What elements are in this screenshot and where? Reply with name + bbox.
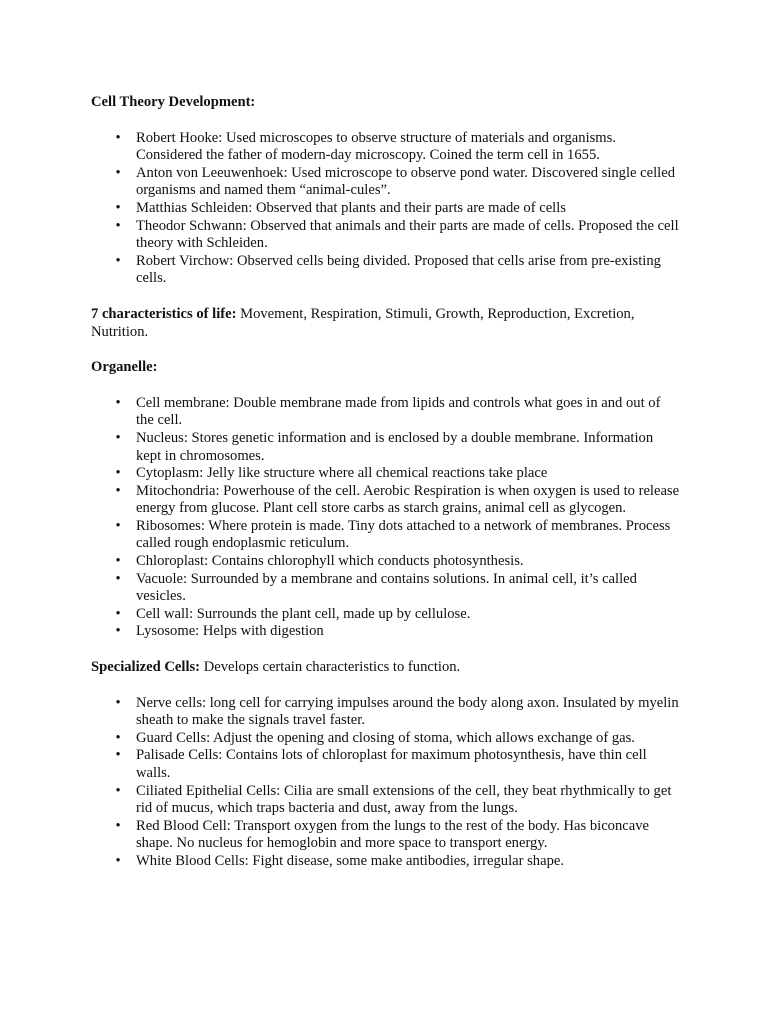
cell-theory-list bbox=[91, 130, 681, 288]
bullet-icon: • bbox=[115, 394, 121, 411]
bullet-icon: • bbox=[115, 729, 121, 746]
list-item: • Guard Cells: Adjust the opening and closing of stoma, which allows exchange of gas. bbox=[115, 729, 635, 746]
list-item: • Cell wall: Surrounds the plant cell, made up by cellulose. bbox=[115, 605, 471, 622]
list-item: • Nerve cells: long cell for carrying impulses around the body along axon. Insulated by myelin sheath to make the signals travel faster. bbox=[115, 694, 679, 729]
specialized-cells-list bbox=[91, 695, 681, 871]
list-item: • White Blood Cells: Fight disease, some make antibodies, irregular shape. bbox=[115, 852, 564, 869]
bullet-icon: • bbox=[115, 252, 121, 269]
bullet-icon: • bbox=[115, 164, 121, 181]
characteristics-paragraph bbox=[91, 306, 681, 341]
document-page bbox=[91, 94, 681, 871]
bullet-icon: • bbox=[115, 605, 121, 622]
list-item: • Ribosomes: Where protein is made. Tiny dots attached to a network of membranes. Process called rough endoplasmic reticulum. bbox=[115, 517, 671, 552]
organelle-list bbox=[91, 395, 681, 641]
bullet-icon: • bbox=[115, 517, 121, 534]
bullet-icon: • bbox=[115, 852, 121, 869]
bullet-icon: • bbox=[115, 694, 121, 711]
list-item: • Mitochondria: Powerhouse of the cell. Aerobic Respiration is when oxygen is used to release energy from glucose. Plant cell store carbs as starch grains, animal cell as glycogen. bbox=[115, 482, 680, 517]
bullet-icon: • bbox=[115, 217, 121, 234]
list-item: • Theodor Schwann: Observed that animals and their parts are made of cells. Proposed the cell theory with Schleiden. bbox=[115, 217, 679, 252]
list-item: • Ciliated Epithelial Cells: Cilia are small extensions of the cell, they beat rhythmically to get rid of mucus, which traps bacteria and dust, away from the lungs. bbox=[115, 782, 672, 817]
specialized-cells-paragraph bbox=[91, 659, 681, 677]
characteristics-label: 7 characteristics of life: bbox=[91, 305, 237, 322]
bullet-icon: • bbox=[115, 747, 121, 764]
list-item: • Red Blood Cell: Transport oxygen from the lungs to the rest of the body. Has biconcave shape. No nucleus for hemoglobin and more space to transport energy. bbox=[115, 817, 650, 852]
list-item: • Anton von Leeuwenhoek: Used microscope to observe pond water. Discovered single celled organisms and named them “animal-cules”. bbox=[115, 164, 675, 199]
bullet-icon: • bbox=[115, 782, 121, 799]
characteristics-text: Movement, Respiration, Stimuli, Growth, Reproduction, Excretion, Nutrition. bbox=[91, 305, 635, 340]
bullet-icon: • bbox=[115, 570, 121, 587]
list-item: • Vacuole: Surrounded by a membrane and contains solutions. In animal cell, it’s called vesicles. bbox=[115, 570, 637, 605]
list-item: • Nucleus: Stores genetic information and is enclosed by a double membrane. Information kept in chromosomes. bbox=[115, 429, 654, 464]
list-item: • Robert Hooke: Used microscopes to observe structure of materials and organisms. Considered the father of modern-day microscopy. Coined the term cell in 1655. bbox=[115, 129, 616, 164]
cell-theory-heading: Cell Theory Development: bbox=[91, 94, 256, 110]
organelle-heading: Organelle: bbox=[91, 359, 158, 376]
list-item: • Cell membrane: Double membrane made from lipids and controls what goes in and out of the cell. bbox=[115, 394, 661, 429]
bullet-icon: • bbox=[115, 199, 121, 216]
bullet-icon: • bbox=[115, 817, 121, 834]
bullet-icon: • bbox=[115, 482, 121, 499]
bullet-icon: • bbox=[115, 465, 121, 482]
bullet-icon: • bbox=[115, 429, 121, 446]
list-item: • Robert Virchow: Observed cells being divided. Proposed that cells arise from pre-existing cells. bbox=[115, 252, 661, 287]
bullet-icon: • bbox=[115, 129, 121, 146]
bullet-icon: • bbox=[115, 553, 121, 570]
specialized-cells-label: Specialized Cells: bbox=[91, 659, 201, 676]
bullet-icon: • bbox=[115, 623, 121, 640]
list-item: • Palisade Cells: Contains lots of chloroplast for maximum photosynthesis, have thin cell walls. bbox=[115, 747, 647, 781]
list-item: • Chloroplast: Contains chlorophyll which conducts photosynthesis. bbox=[115, 553, 524, 570]
list-item: • Matthias Schleiden: Observed that plants and their parts are made of cells bbox=[115, 199, 566, 216]
list-item: • Lysosome: Helps with digestion bbox=[115, 623, 324, 640]
list-item: • Cytoplasm: Jelly like structure where all chemical reactions take place bbox=[115, 465, 548, 482]
specialized-cells-text: Develops certain characteristics to function. bbox=[200, 659, 461, 676]
